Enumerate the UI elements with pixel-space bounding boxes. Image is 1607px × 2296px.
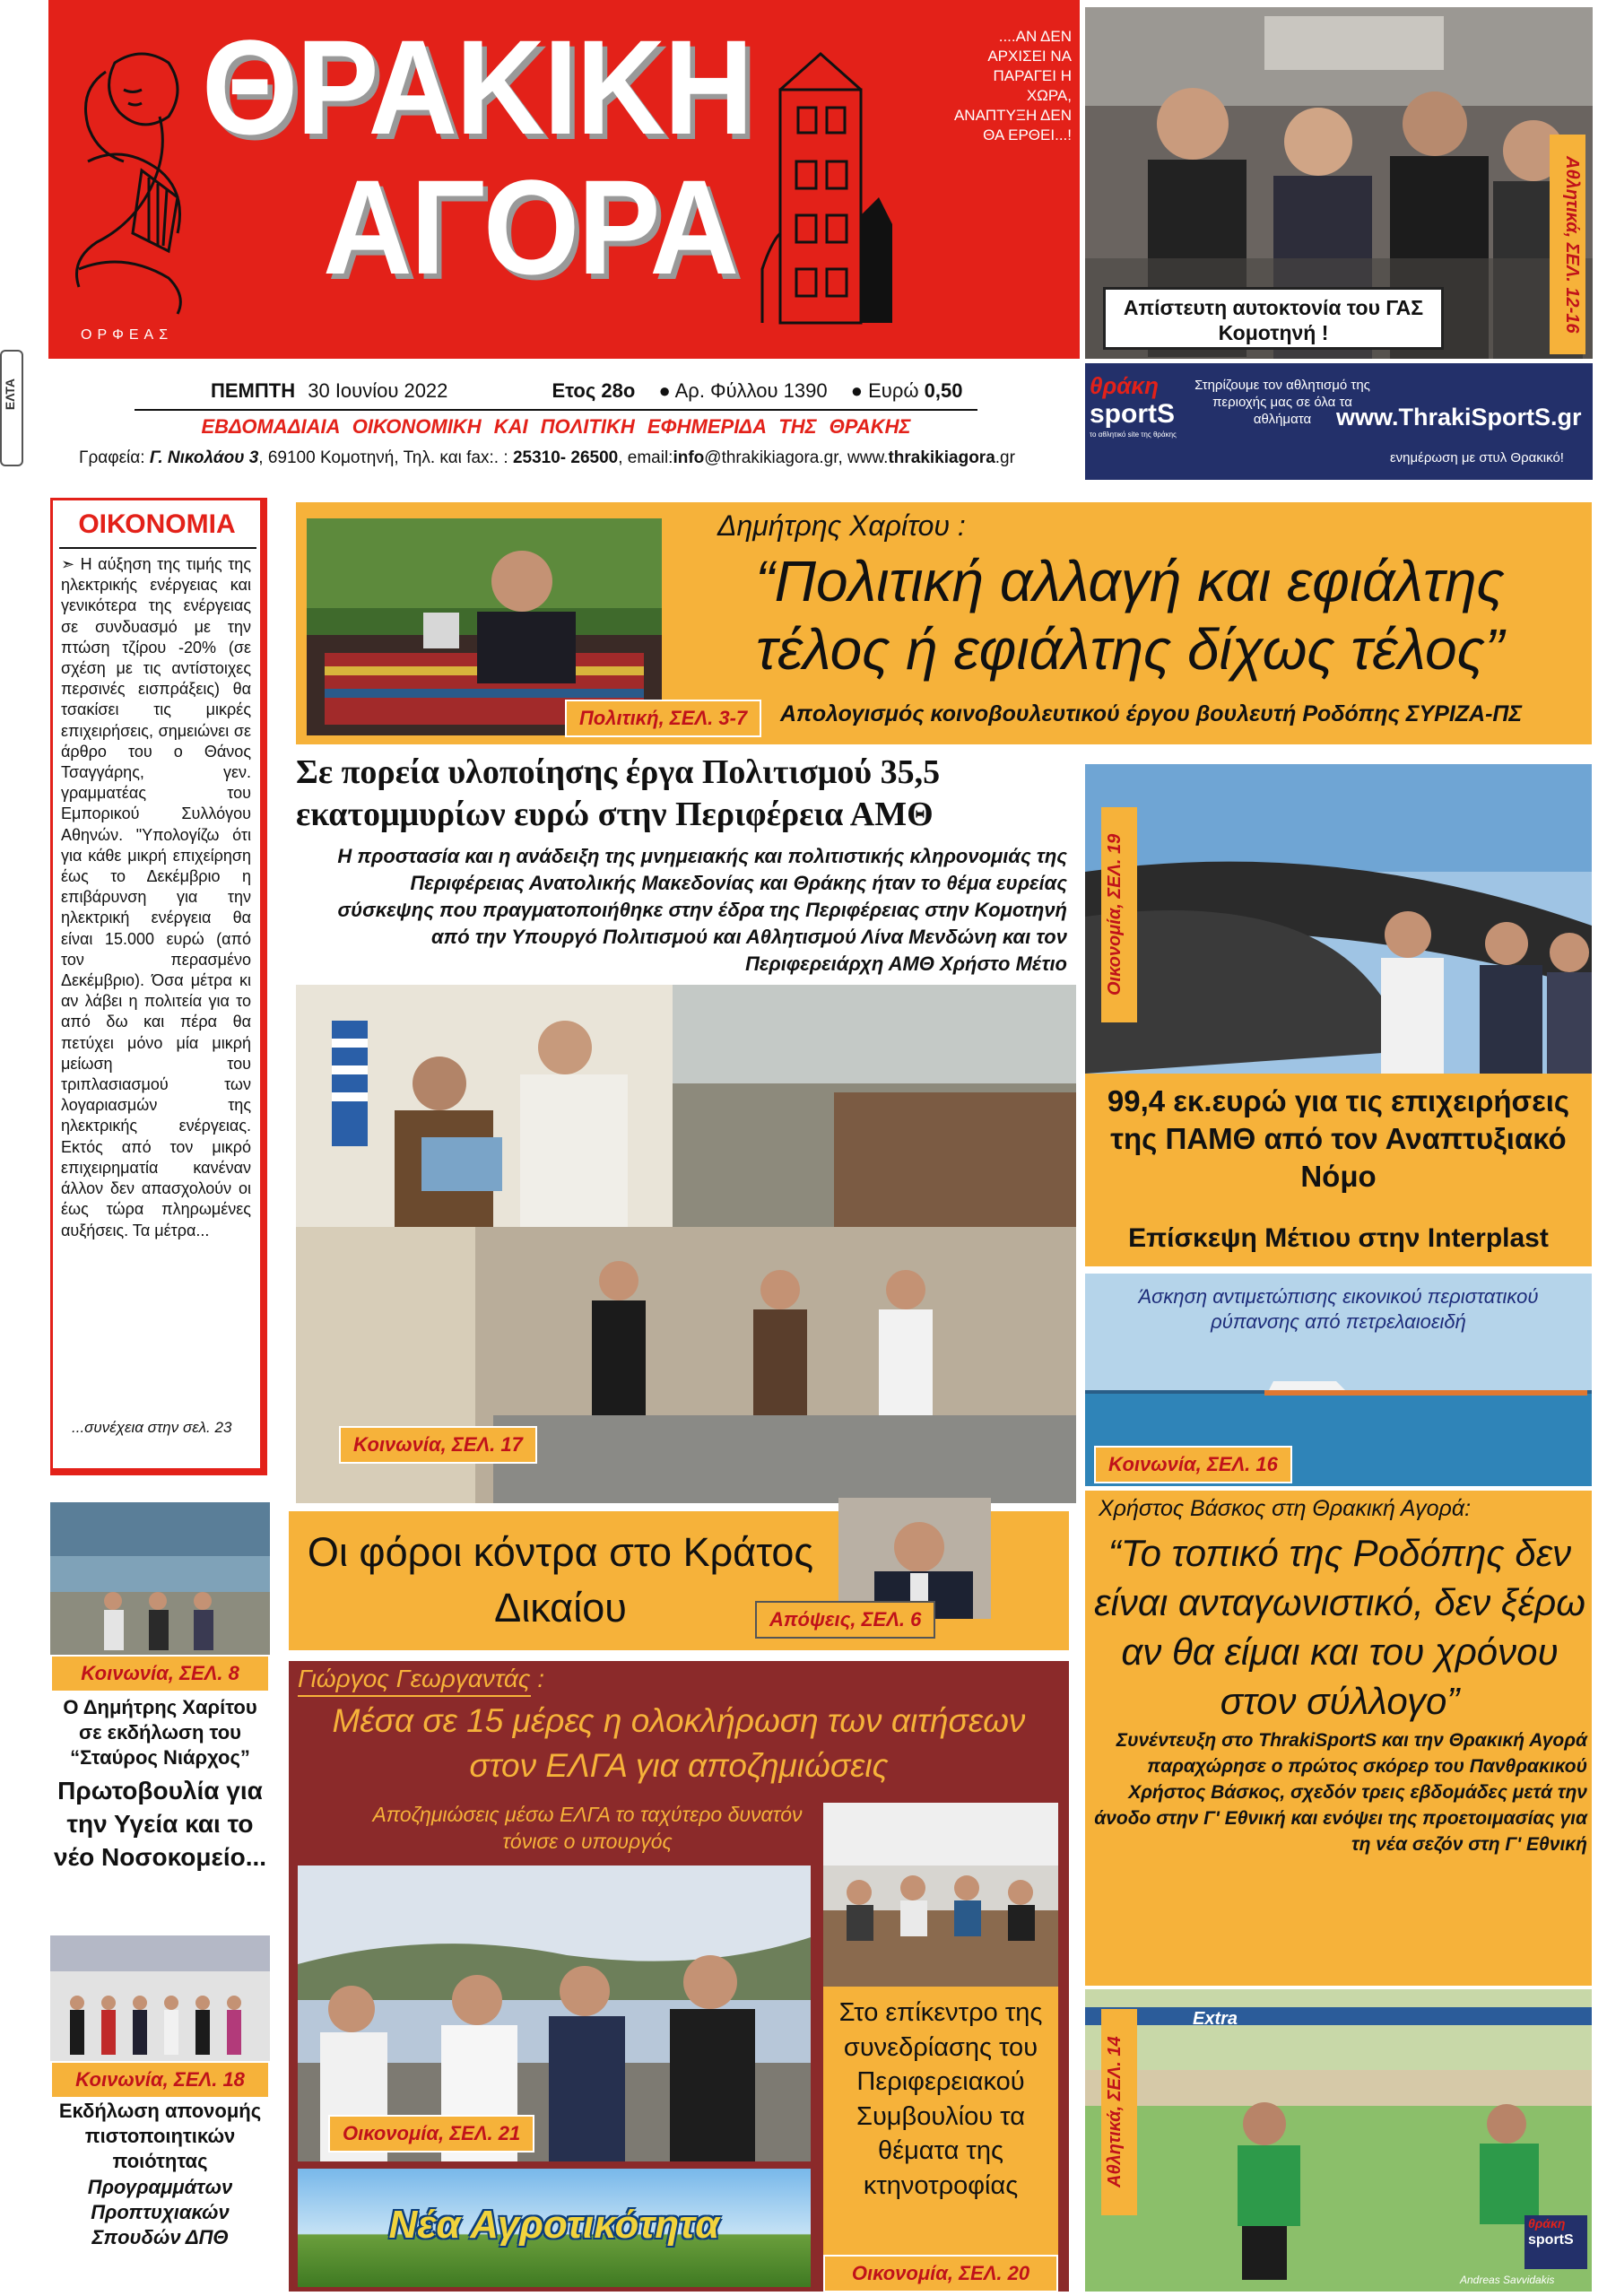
interplast-subhead: Επίσκεψη Μέτιου στην Interplast xyxy=(1128,1223,1549,1253)
orpheus-logo-icon xyxy=(52,36,222,323)
livestock-headline: Στο επίκεντρο της συνεδρίασης του Περιφερειακού Συμβουλίου τα θέματα της κτηνοτροφίας xyxy=(838,1998,1043,2200)
culture-lede: Η προστασία και η ανάδειξη της μνημειακής και πολιτιστικής κληρονομιάς της Περιφέρειας Ανατολικής Μακεδονίας και Θράκης ήταν το θέμα ευρείας σύσκεψης που πραγματοποιήθηκε στην έδρα της Περιφέρειας στην Κομοτηνή από την Υπουργό Πολιτισμού και Αθλητισμού Λίνα Μενδώνη και τον Περιφερειάρχη ΑΜΘ Χρήστο Μέτιο xyxy=(337,845,1067,975)
taxes-caption: Απόψεις, ΣΕΛ. 6 xyxy=(755,1601,935,1639)
vaskos-logo-line2: sportS xyxy=(1528,2232,1574,2248)
niarchos-headline-lead: Ο Δημήτρης Χαρίτου σε εκδήλωση του “Σταύρος Νιάρχος” xyxy=(63,1696,257,1769)
issue-number: ● Αρ. Φύλλου 1390 xyxy=(658,379,828,402)
lead-headline: “Πολιτική αλλαγή και εφιάλτης τέλος ή εφιάλτης δίχως τέλος” xyxy=(755,549,1505,682)
niarchos-headline: Πρωτοβουλία για την Υγεία και το νέο Νοσοκομείο... xyxy=(53,1777,267,1871)
address-line xyxy=(79,448,1015,468)
ad-logo-sub: το αθλητικό site της θράκης xyxy=(1090,430,1177,439)
niarchos-caption: Κοινωνία, ΣΕΛ. 8 xyxy=(50,1655,270,1692)
livestock-photo xyxy=(823,1803,1058,1987)
address-phone: 25310- 26500 xyxy=(512,448,619,467)
livestock-caption: Οικονομία, ΣΕΛ. 20 xyxy=(823,2255,1058,2292)
vaskos-kicker: Χρήστος Βάσκος στη Θρακική Αγορά: xyxy=(1099,1496,1472,1521)
pollution-caption: Κοινωνία, ΣΕΛ. 16 xyxy=(1094,1446,1292,1483)
vaskos-vcaption: Αθλητικά, ΣΕΛ. 14 xyxy=(1101,2009,1137,2215)
vaskos-photo-credit: Andreas Savvidakis xyxy=(1460,2274,1555,2286)
ad-logo xyxy=(1090,372,1179,471)
dpth-headline: Προγραμμάτων Προπτυχιακών Σπουδών ΔΠΘ xyxy=(87,2176,233,2248)
interplast-photo xyxy=(1085,764,1592,1074)
address-email-domain: @thrakikiagora.gr, www. xyxy=(704,448,889,467)
ad-logo-line1: θράκη xyxy=(1090,372,1159,399)
elga-kicker: Γιώργος Γεωργαντάς : xyxy=(298,1665,544,1692)
address-site-tld: .gr xyxy=(995,448,1015,467)
address-street: Γ. Νικολάου 3 xyxy=(149,448,259,467)
nea-agrotikotita-label: Νέα Αγροτικότητα xyxy=(388,2203,720,2247)
address-email-label: , email: xyxy=(618,448,673,467)
vaskos-stadium-banner: Extra xyxy=(1193,2009,1238,2029)
dpth-caption: Κοινωνία, ΣΕΛ. 18 xyxy=(50,2061,270,2099)
economy-text: ➣ Η αύξηση της τιμής της ηλεκτρικής ενέργειας και γενικότερα της ενέργειας σε συνδυασμό με την πτώση τζίρου -20% (σε σχέση με τις αντίστοιχες περσινές εισπράξεις) θα τσακίσει τις μικρές επιχειρήσεις, σημειώνει σε άρθρο του ο Θάνος Τσαγγάρης, γεν. γραμματέας του Εμπορικού Συλλόγου Αθηνών. "Υπολογίζω ότι για κάθε μικρή επιχείρηση έως το Δεκέμβριο η επιβάρυνση για την ηλεκτρική ενέργεια θα είναι 15.000 ευρώ (από τον περασμένο Δεκέμβριο). Όσα μέτρα κι αν λάβει η πολιτεία για το από δω και πέρα θα πετύχει μόνο μία μικρή μείωση του τριπλασιασμού των λογαριασμών της ηλεκτρικής ενέργειας. Εκτός από τον μικρό επιχειρηματία κανέναν άλλον δεν απασχολούν οι έως τώρα πληρωμένες αυξήσεις. Τα μέτρα... xyxy=(61,555,251,1239)
elta-label: ΕΛΤΑ xyxy=(3,378,17,411)
ad-text: Στηρίζουμε τον αθλητισμό της περιοχής μας σε όλα τα αθλήματα xyxy=(1194,378,1370,427)
vaskos-headline: “Το τοπικό της Ροδόπης δεν είναι ανταγωνιστικό, δεν ξέρω αν θα είμαι και του χρόνου στον σύλλογο” xyxy=(1094,1532,1585,1722)
economy-title: ΟΙΚΟΝΟΜΙΑ xyxy=(78,509,236,539)
vaskos-photo xyxy=(1085,1989,1592,2292)
lead-kicker: Δημήτρης Χαρίτου : xyxy=(717,509,966,542)
lead-caption: Πολιτική, ΣΕΛ. 3-7 xyxy=(565,700,761,737)
sports-headline: Απίστευτη αυτοκτονία του ΓΑΣ Κομοτηνή ! xyxy=(1123,296,1424,344)
culture-headline: Σε πορεία υλοποίησης έργα Πολιτισμού 35,5 εκατομμυρίων ευρώ στην Περιφέρεια ΑΜΘ xyxy=(296,753,941,833)
elta-stamp-icon xyxy=(0,350,23,466)
orfeas-label: ΟΡΦΕΑΣ xyxy=(81,327,174,343)
tagline: ΕΒΔΟΜΑΔΙΑΙΑ ΟΙΚΟΝΟΜΙΚΗ ΚΑΙ ΠΟΛΙΤΙΚΗ ΕΦΗΜΕΡΙΔΑ ΤΗΣ ΘΡΑΚΗΣ xyxy=(201,415,911,438)
vaskos-lede: Συνέντευξη στο ThrakiSportS και την Θρακική Αγορά παραχώρησε ο πρώτος σκόρερ του Πανθρακικού Χρήστος Βάσκος, σχεδόν τρεις εβδομάδες μετά την άνοδο στην Γ' Εθνική και ενόψει της προετοιμασίας για τη νέα σεζόν στη Γ' Εθνική xyxy=(1094,1730,1587,1855)
dpth-photo xyxy=(50,1935,270,2061)
economy-more-link[interactable]: ...συνέχεια στην σελ. 23 xyxy=(72,1419,232,1436)
elga-kicker-rule xyxy=(298,1695,531,1697)
interplast-headline: 99,4 εκ.ευρώ για τις επιχειρήσεις της ΠΑΜΘ από τον Αναπτυξιακό Νόμο xyxy=(1107,1084,1570,1193)
date-rule xyxy=(135,409,977,411)
taxes-headline: Οι φόροι κόντρα στο Κράτος Δικαίου xyxy=(307,1529,814,1631)
vaskos-logo-line1: θράκη xyxy=(1528,2216,1566,2231)
niarchos-photo xyxy=(50,1502,270,1655)
ad-site-link[interactable]: www.ThrakiSportS.gr xyxy=(1336,404,1582,430)
elga-subhead: Αποζημιώσεις μέσω ΕΛΓΑ το ταχύτερο δυνατόν τόνισε ο υπουργός xyxy=(372,1803,803,1853)
sports-vcaption: Αθλητικά, ΣΕΛ. 12-16 xyxy=(1550,135,1585,354)
issue-date: 30 Ιουνίου 2022 xyxy=(308,379,448,402)
elga-caption: Οικονομία, ΣΕΛ. 21 xyxy=(328,2115,534,2152)
address-phone-label: , Τηλ. και fax:. : xyxy=(394,448,508,467)
ad-tail: ενημέρωση με στυλ Θρακικό! xyxy=(1390,450,1564,465)
price-label: ● Ευρώ xyxy=(850,379,919,402)
address-email-user: info xyxy=(673,448,705,467)
dpth-headline-lead: Εκδήλωση απονομής πιστοποιητικών ποιότητας xyxy=(58,2100,262,2172)
elga-headline: Μέσα σε 15 μέρες η ολοκλήρωση των αιτήσεων στον ΕΛΓΑ για αποζημιώσεις xyxy=(332,1702,1026,1784)
address-prefix: Γραφεία: xyxy=(79,448,145,467)
ad-logo-line2: sportS xyxy=(1090,399,1176,429)
address-city: , 69100 Κομοτηνή xyxy=(258,448,395,467)
issue-year: Ετος 28ο xyxy=(552,379,636,402)
clock-tower-icon xyxy=(744,36,897,332)
issue-day: ΠΕΜΠΤΗ xyxy=(211,379,296,402)
lead-subhead: Απολογισμός κοινοβουλευτικού έργου βουλευτή Ροδόπης ΣΥΡΙΖΑ-ΠΣ xyxy=(780,701,1523,726)
nea-agrotikotita-banner xyxy=(298,2169,811,2287)
culture-caption: Κοινωνία, ΣΕΛ. 17 xyxy=(339,1426,537,1464)
sports-headline-box xyxy=(1103,287,1444,350)
address-site: thrakikiagora xyxy=(888,448,995,467)
pollution-headline: Άσκηση αντιμετώπισης εικονικού περιστατικού ρύπανσης από πετρελαιοειδή xyxy=(1138,1285,1539,1333)
masthead-title-line2: ΑΓΟΡΑ xyxy=(323,152,738,302)
date-line xyxy=(211,379,962,403)
masthead-title-line1: ΘΡΑΚΙΚΗ xyxy=(202,12,752,162)
interplast-vcaption: Οικονομία, ΣΕΛ. 19 xyxy=(1101,807,1137,1022)
economy-title-rule xyxy=(59,547,256,549)
vaskos-logo xyxy=(1524,2215,1587,2269)
price: 0,50 xyxy=(924,379,963,402)
masthead-slogan: ....ΑΝ ΔΕΝ ΑΡΧΙΣΕΙ ΝΑ ΠΑΡΑΓΕΙ Η ΧΩΡΑ, ΑΝΑΠΤΥΞΗ ΔΕΝ ΘΑ ΕΡΘΕΙ...! xyxy=(953,28,1072,144)
